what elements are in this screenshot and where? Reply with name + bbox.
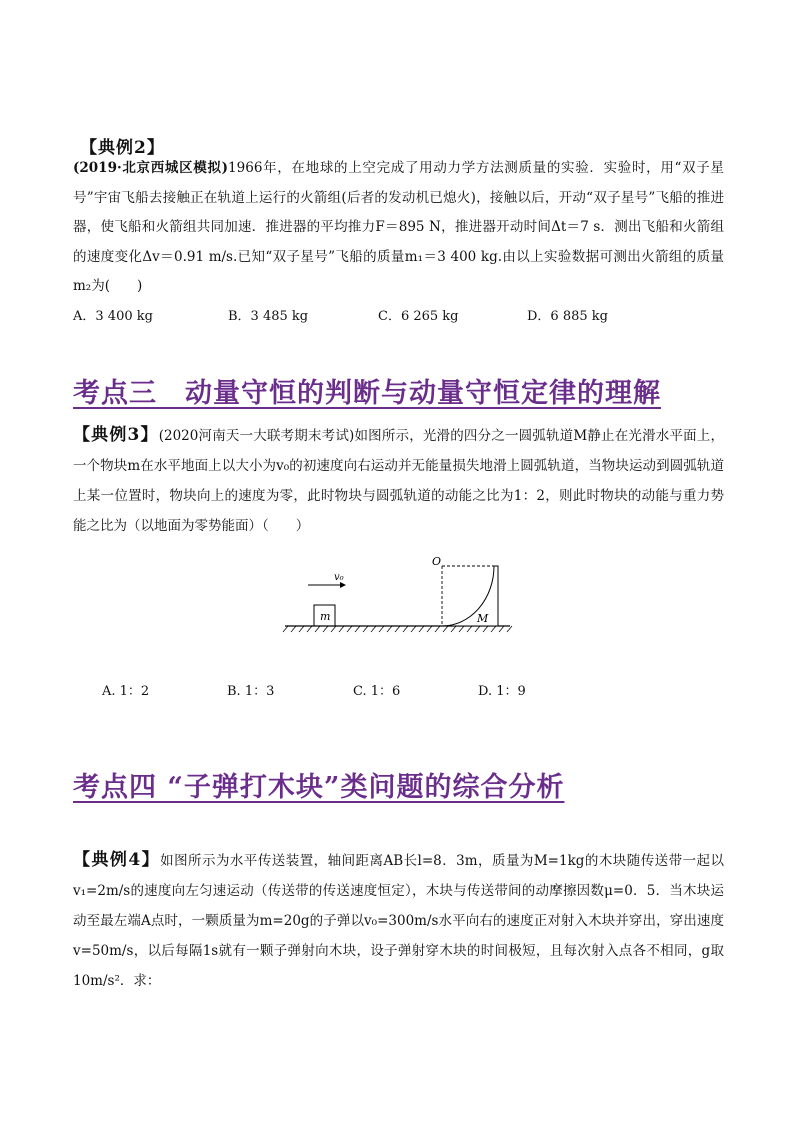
track-label: M	[477, 612, 489, 625]
section4-title: 考点四 “子弹打木块”类问题的综合分析	[73, 772, 565, 803]
block-label: m	[320, 610, 331, 623]
ground-hatch	[283, 626, 512, 632]
example3-text: (2020河南天一大联考期末考试)如图所示，光滑的四分之一圆弧轨道M静止在光滑水平面上，一个物块m在水平地面上以大小为v₀的初速度向右运动并无能量损失地滑上圆弧轨道，当物块运动到圆弧轨道上某一位置时，物块向上的速度为零，此时物块与圆弧轨道的动能之比为1：2，则此时物块的动能与重力势能之比为（以地面为零势能面）（ ）	[73, 428, 724, 534]
example3-figure	[280, 550, 520, 640]
example2-source: (2019·北京西城区模拟)	[73, 160, 229, 176]
example2-text: 1966年，在地球的上空完成了用动力学方法测质量的实验．实验时，用“双子星号”宇宙飞船去接触正在轨道上运行的火箭组(后者的发动机已熄火)，接触以后，开动“双子星号”飞船的推进器，使飞船和火箭组共同加速．推进器的平均推力F＝895 N，推进器开动时间Δt＝7 s．测出飞船和火箭组的速度变化Δv＝0.91 m/s.已知“双子星号”飞船的质量m₁＝3 400 kg.由以上实验数据可测出火箭组的质量m₂为( )	[73, 160, 724, 294]
velocity-label: v₀	[334, 572, 344, 583]
example3-option-d: D. 1：9	[478, 684, 526, 699]
example3-option-b: B. 1：3	[227, 684, 275, 699]
example3-option-a: A. 1：2	[102, 684, 150, 699]
arc-track-m	[442, 566, 498, 626]
example4-heading: 【典例4】	[73, 850, 161, 870]
example4-question	[73, 845, 724, 996]
example2-option-c: C．6 265 kg	[378, 309, 459, 324]
example4-text: 如图所示为水平传送装置，轴间距离AB长l=8．3m，质量为M=1kg的木块随传送带一起以v₁=2m/s的速度向左匀速运动（传送带的传送速度恒定），木块与传送带间的动摩擦因数μ=0．5．当木块运动至最左端A点时，一颗质量为m=20g的子弹以v₀=300m/s水平向右的速度正对射入木块并穿出，穿出速度v=50m/s，以后每隔1s就有一颗子弹射向木块，设子弹射穿木块的时间极短，且每次射入点各不相同，g取10m/s²．求：	[73, 853, 724, 989]
section3-title: 考点三 动量守恒的判断与动量守恒定律的理解	[73, 378, 661, 409]
example2-question	[73, 154, 724, 302]
example2-heading: 【典例2】	[80, 138, 165, 158]
example2-option-a: A．3 400 kg	[73, 309, 153, 324]
example2-option-d: D．6 885 kg	[527, 309, 608, 324]
example3-heading: 【典例3】	[73, 425, 159, 445]
example3-question	[73, 420, 724, 541]
center-label: O	[432, 555, 442, 568]
example3-option-c: C. 1：6	[353, 684, 401, 699]
example2-option-b: B．3 485 kg	[228, 309, 309, 324]
